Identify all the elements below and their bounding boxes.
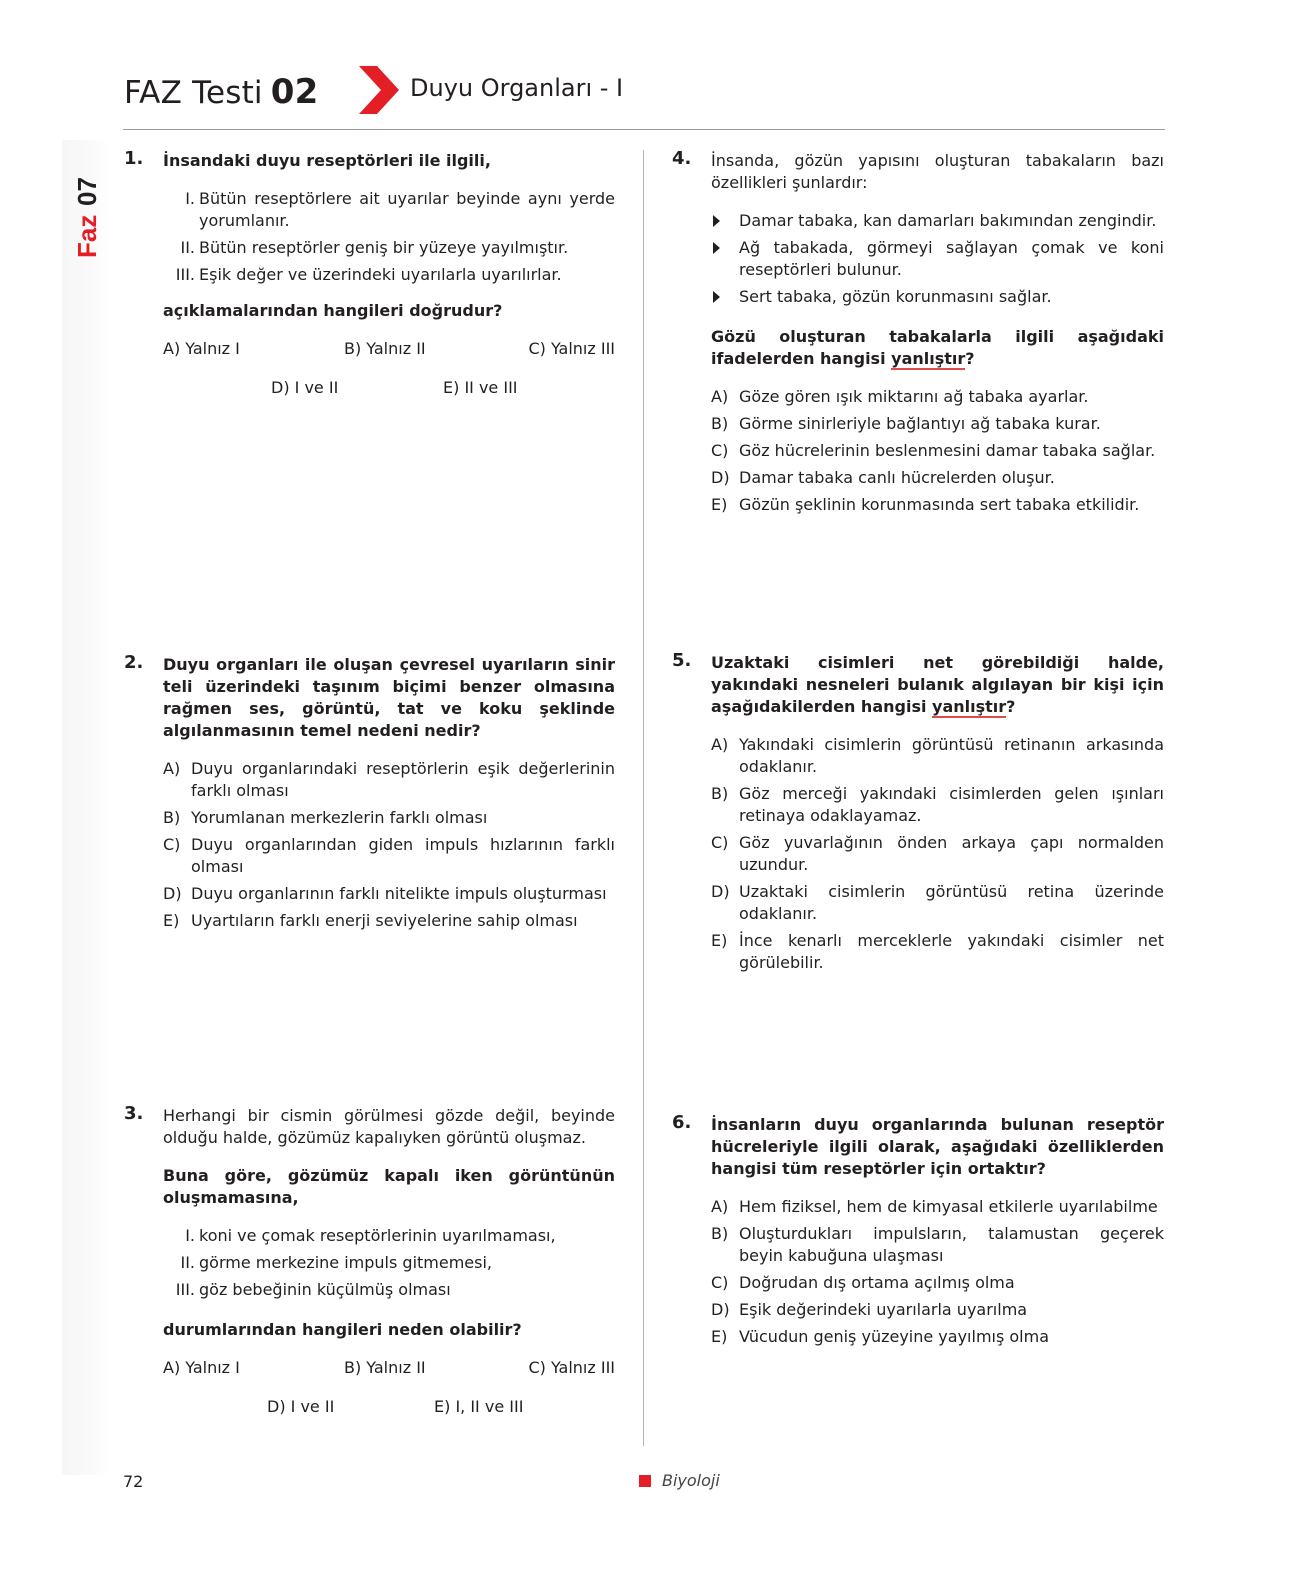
question-number: 1. xyxy=(124,148,144,169)
faz-logo xyxy=(72,150,102,260)
question-intro: İnsanda, gözün yapısını oluşturan tabakaların bazı özellikleri şunlardır: xyxy=(711,151,1164,192)
answer-options xyxy=(711,386,1164,516)
answer-options xyxy=(163,758,615,932)
svg-text:Faz: Faz xyxy=(72,214,102,258)
answer-option[interactable]: C) Göz yuvarlağının önden arkaya çapı normalden uzundur. xyxy=(711,833,1164,874)
question-stem: Buna göre, gözümüz kapalı iken görüntünün oluşmamasına, xyxy=(163,1166,615,1207)
statement-item: III. Eşik değer ve üzerindeki uyarılarla uyarılırlar. xyxy=(175,265,562,284)
question-number: 5. xyxy=(672,650,692,671)
answer-option[interactable]: D) I ve II xyxy=(271,378,339,397)
question-stem: İnsanların duyu organlarında bulunan reseptör hücreleriyle ilgili olarak, aşağıdaki özelliklerden hangisi tüm reseptörler için ortaktır? xyxy=(711,1115,1164,1178)
question-stem: Uzaktaki cisimleri net görebildiği halde, yakındaki nesneleri bulanık algılayan bir kişi için aşağıdakilerden hangisi yanlıştır? xyxy=(711,653,1164,716)
answer-option[interactable]: D) Uzaktaki cisimlerin görüntüsü retina üzerinde odaklanır. xyxy=(711,882,1164,923)
answer-option[interactable]: A) Göze gören ışık miktarını ağ tabaka ayarlar. xyxy=(711,387,1089,406)
answer-option[interactable]: E) İnce kenarlı merceklerle yakındaki cisimler net görülebilir. xyxy=(711,931,1164,972)
answer-option[interactable]: C) Doğrudan dış ortama açılmış olma xyxy=(711,1273,1015,1292)
answer-option[interactable]: B) Yorumlanan merkezlerin farklı olması xyxy=(163,808,488,827)
header-divider xyxy=(123,129,1165,130)
question-stem: Gözü oluşturan tabakalarla ilgili aşağıdaki ifadelerden hangisi yanlıştır? xyxy=(711,327,1164,368)
answer-option[interactable]: E) I, II ve III xyxy=(434,1397,524,1416)
column-divider xyxy=(643,150,644,1446)
answer-option[interactable]: A) Yalnız I xyxy=(163,339,240,358)
page-subtitle: Duyu Organları - I xyxy=(410,74,624,102)
answer-option[interactable]: E) Gözün şeklinin korunmasında sert tabaka etkilidir. xyxy=(711,495,1140,514)
bullet-item: Sert tabaka, gözün korunmasını sağlar. xyxy=(711,286,1164,308)
statement-item: I. koni ve çomak reseptörlerinin uyarılmaması, xyxy=(185,1226,556,1245)
page-number: 72 xyxy=(123,1472,144,1491)
answer-option[interactable]: C) Yalnız III xyxy=(528,1358,615,1377)
answer-option[interactable]: A) Yalnız I xyxy=(163,1358,240,1377)
question-number: 2. xyxy=(124,652,144,673)
answer-option[interactable]: D) I ve II xyxy=(267,1397,335,1416)
triangle-bullet-icon xyxy=(713,291,720,303)
triangle-bullet-icon xyxy=(713,242,720,254)
chevron-right-icon xyxy=(359,66,399,114)
underlined-keyword: yanlıştır xyxy=(891,349,966,368)
title-text: FAZ Testi xyxy=(124,75,263,111)
square-bullet-icon xyxy=(639,1475,651,1487)
question-4 xyxy=(672,148,1164,521)
answer-option[interactable]: D) Eşik değerindeki uyarılarla uyarılma xyxy=(711,1300,1028,1319)
statement-item: II. Bütün reseptörler geniş bir yüzeye yayılmıştır. xyxy=(180,238,569,257)
answer-option[interactable]: C) Duyu organlarından giden impuls hızlarının farklı olması xyxy=(163,835,615,876)
question-prompt: durumlarından hangileri neden olabilir? xyxy=(163,1320,522,1339)
question-prompt: açıklamalarından hangileri doğrudur? xyxy=(163,301,503,320)
answer-option[interactable]: B) Yalnız II xyxy=(344,1358,426,1377)
answer-option[interactable]: D) Damar tabaka canlı hücrelerden oluşur. xyxy=(711,468,1055,487)
question-5 xyxy=(672,650,1164,979)
answer-options xyxy=(163,338,615,418)
answer-option[interactable]: A) Duyu organlarındaki reseptörlerin eşik değerlerinin farklı olması xyxy=(163,759,615,800)
statement-item: I. Bütün reseptörlere ait uyarılar beyinde aynı yerde yorumlanır. xyxy=(185,189,615,230)
answer-option[interactable]: B) Yalnız II xyxy=(344,339,426,358)
answer-options xyxy=(711,734,1164,974)
bullet-item: Damar tabaka, kan damarları bakımından zengindir. xyxy=(711,210,1164,232)
statement-list xyxy=(163,188,615,286)
answer-option[interactable]: A) Hem fiziksel, hem de kimyasal etkilerle uyarılabilme xyxy=(711,1197,1158,1216)
answer-option[interactable]: B) Oluşturdukları impulsların, talamustan geçerek beyin kabuğuna ulaşması xyxy=(711,1224,1164,1265)
question-stem: Duyu organları ile oluşan çevresel uyarıların sinir teli üzerindeki taşınım biçimi benzer olmasına rağmen ses, görüntü, tat ve koku şeklinde algılanmasının temel nedeni nedir? xyxy=(163,655,615,740)
answer-options xyxy=(711,1196,1164,1348)
statement-item: II. görme merkezine impuls gitmemesi, xyxy=(180,1253,493,1272)
question-stem: İnsandaki duyu reseptörleri ile ilgili, xyxy=(163,151,491,170)
answer-option[interactable]: D) Duyu organlarının farklı nitelikte impuls oluşturması xyxy=(163,884,607,903)
test-number: 02 xyxy=(270,72,319,112)
question-number: 4. xyxy=(672,148,692,169)
answer-option[interactable]: E) II ve III xyxy=(443,378,518,397)
bullet-list xyxy=(711,210,1164,308)
subject-label: Biyoloji xyxy=(662,1471,720,1490)
answer-option[interactable]: A) Yakındaki cisimlerin görüntüsü retinanın arkasında odaklanır. xyxy=(711,735,1164,776)
statement-list xyxy=(163,1225,615,1301)
question-3 xyxy=(124,1103,615,1437)
question-6 xyxy=(672,1112,1164,1353)
answer-option[interactable]: B) Göz merceği yakındaki cisimlerden gelen ışınları retinaya odaklayamaz. xyxy=(711,784,1164,825)
question-1 xyxy=(124,148,615,418)
answer-option[interactable]: E) Vücudun geniş yüzeyine yayılmış olma xyxy=(711,1327,1050,1346)
triangle-bullet-icon xyxy=(713,215,720,227)
answer-option[interactable]: B) Görme sinirleriyle bağlantıyı ağ tabaka kurar. xyxy=(711,414,1101,433)
question-2 xyxy=(124,652,615,937)
statement-item: III. göz bebeğinin küçülmüş olması xyxy=(175,1280,451,1299)
answer-option[interactable]: C) Göz hücrelerinin beslenmesini damar tabaka sağlar. xyxy=(711,441,1156,460)
page-title xyxy=(124,72,318,112)
answer-option[interactable]: C) Yalnız III xyxy=(528,339,615,358)
side-strip xyxy=(62,140,110,1475)
answer-option[interactable]: E) Uyartıların farklı enerji seviyelerine sahip olması xyxy=(163,911,578,930)
question-number: 6. xyxy=(672,1112,692,1133)
svg-text:07: 07 xyxy=(72,177,102,206)
question-number: 3. xyxy=(124,1103,144,1124)
underlined-keyword: yanlıştır xyxy=(932,697,1007,716)
bullet-item: Ağ tabakada, görmeyi sağlayan çomak ve koni reseptörleri bulunur. xyxy=(711,237,1164,281)
question-intro: Herhangi bir cismin görülmesi gözde değil, beyinde olduğu halde, gözümüz kapalıyken görüntü oluşmaz. xyxy=(163,1106,615,1147)
answer-options xyxy=(163,1357,615,1437)
